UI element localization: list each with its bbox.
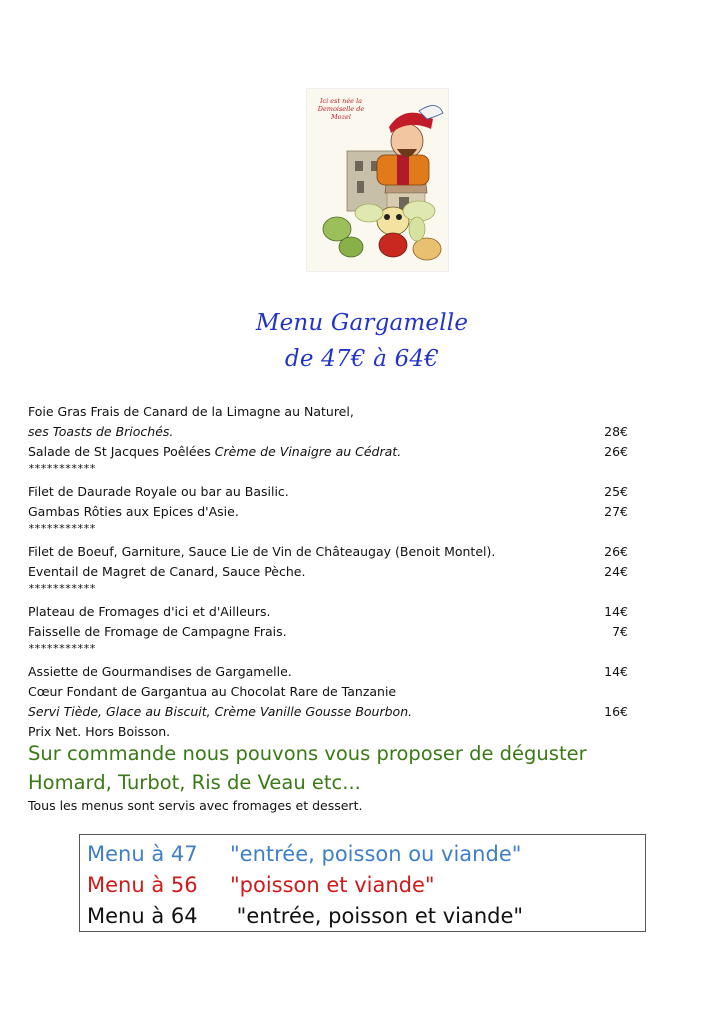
menu-item	[28, 662, 640, 682]
menu-item-name: Filet de Boeuf, Garniture, Sauce Lie de Vin de Châteaugay (Benoit Montel).	[28, 544, 496, 559]
menu-item	[28, 442, 640, 462]
menu-item-name: Eventail de Magret de Canard, Sauce Pèche.	[28, 564, 306, 579]
menu-item-price: 24€	[604, 564, 628, 579]
footnote: Tous les menus sont servis avec fromages et dessert.	[28, 798, 363, 813]
formula-label: Menu à 47	[87, 842, 198, 866]
formula-row	[87, 870, 435, 900]
menu-price-range: de 47€ à 64€	[284, 346, 440, 372]
menu-item	[28, 702, 640, 722]
formula-description: "entrée, poisson ou viande"	[230, 842, 522, 866]
menu-illustration	[306, 88, 449, 272]
formula-row	[87, 839, 521, 869]
menu-item-description: ses Toasts de Briochés.	[28, 424, 174, 439]
menu-item-name: Prix Net. Hors Boisson.	[28, 724, 171, 739]
menu-item	[28, 682, 640, 702]
menu-item-price: 26€	[604, 444, 628, 459]
menu-title: Menu Gargamelle	[255, 310, 469, 336]
menu-item-name: Plateau de Fromages d'ici et d'Ailleurs.	[28, 604, 271, 619]
menu-item	[28, 482, 640, 502]
menu-item-description: Crème de Vinaigre au Cédrat.	[214, 444, 402, 459]
special-order-line-1: Sur commande nous pouvons vous proposer de déguster	[28, 742, 587, 765]
menu-item-price: 16€	[604, 704, 628, 719]
menu-items-list	[28, 402, 640, 742]
formula-row	[87, 901, 523, 931]
illustration-caption: Ici est née la Demoiselle de Mozel	[317, 97, 365, 121]
menu-item-price: 25€	[604, 484, 628, 499]
special-order-line-2: Homard, Turbot, Ris de Veau etc...	[28, 771, 361, 794]
course-separator: ***********	[28, 582, 96, 595]
menu-item-name: Assiette de Gourmandises de Gargamelle.	[28, 664, 292, 679]
course-separator: ***********	[28, 522, 96, 535]
menu-item-price: 14€	[604, 664, 628, 679]
course-separator: ***********	[28, 642, 96, 655]
formula-description: "poisson et viande"	[230, 873, 435, 897]
course-separator: ***********	[28, 462, 96, 475]
menu-item	[28, 722, 640, 742]
menu-item-price: 26€	[604, 544, 628, 559]
menu-item-name: Filet de Daurade Royale ou bar au Basilic.	[28, 484, 289, 499]
menu-item	[28, 502, 640, 522]
menu-item-price: 14€	[604, 604, 628, 619]
menu-formulas-box	[79, 834, 646, 932]
menu-item	[28, 542, 640, 562]
menu-item-name: Gambas Rôties aux Epices d'Asie.	[28, 504, 239, 519]
formula-label: Menu à 56	[87, 873, 198, 897]
menu-item-price: 28€	[604, 424, 628, 439]
menu-item	[28, 422, 640, 442]
menu-item-price: 7€	[612, 624, 628, 639]
formula-label: Menu à 64	[87, 904, 198, 928]
menu-item-name: Cœur Fondant de Gargantua au Chocolat Rare de Tanzanie	[28, 684, 397, 699]
menu-item	[28, 602, 640, 622]
menu-item	[28, 622, 640, 642]
menu-item	[28, 562, 640, 582]
formula-description: "entrée, poisson et viande"	[230, 904, 524, 928]
menu-item-name: Foie Gras Frais de Canard de la Limagne au Naturel,	[28, 404, 354, 419]
menu-item	[28, 402, 640, 422]
menu-item-name: Faisselle de Fromage de Campagne Frais.	[28, 624, 287, 639]
menu-item-price: 27€	[604, 504, 628, 519]
menu-item-description: Servi Tiède, Glace au Biscuit, Crème Vanille Gousse Bourbon.	[28, 704, 413, 719]
menu-item-name: Salade de St Jacques Poêlées	[28, 444, 215, 459]
